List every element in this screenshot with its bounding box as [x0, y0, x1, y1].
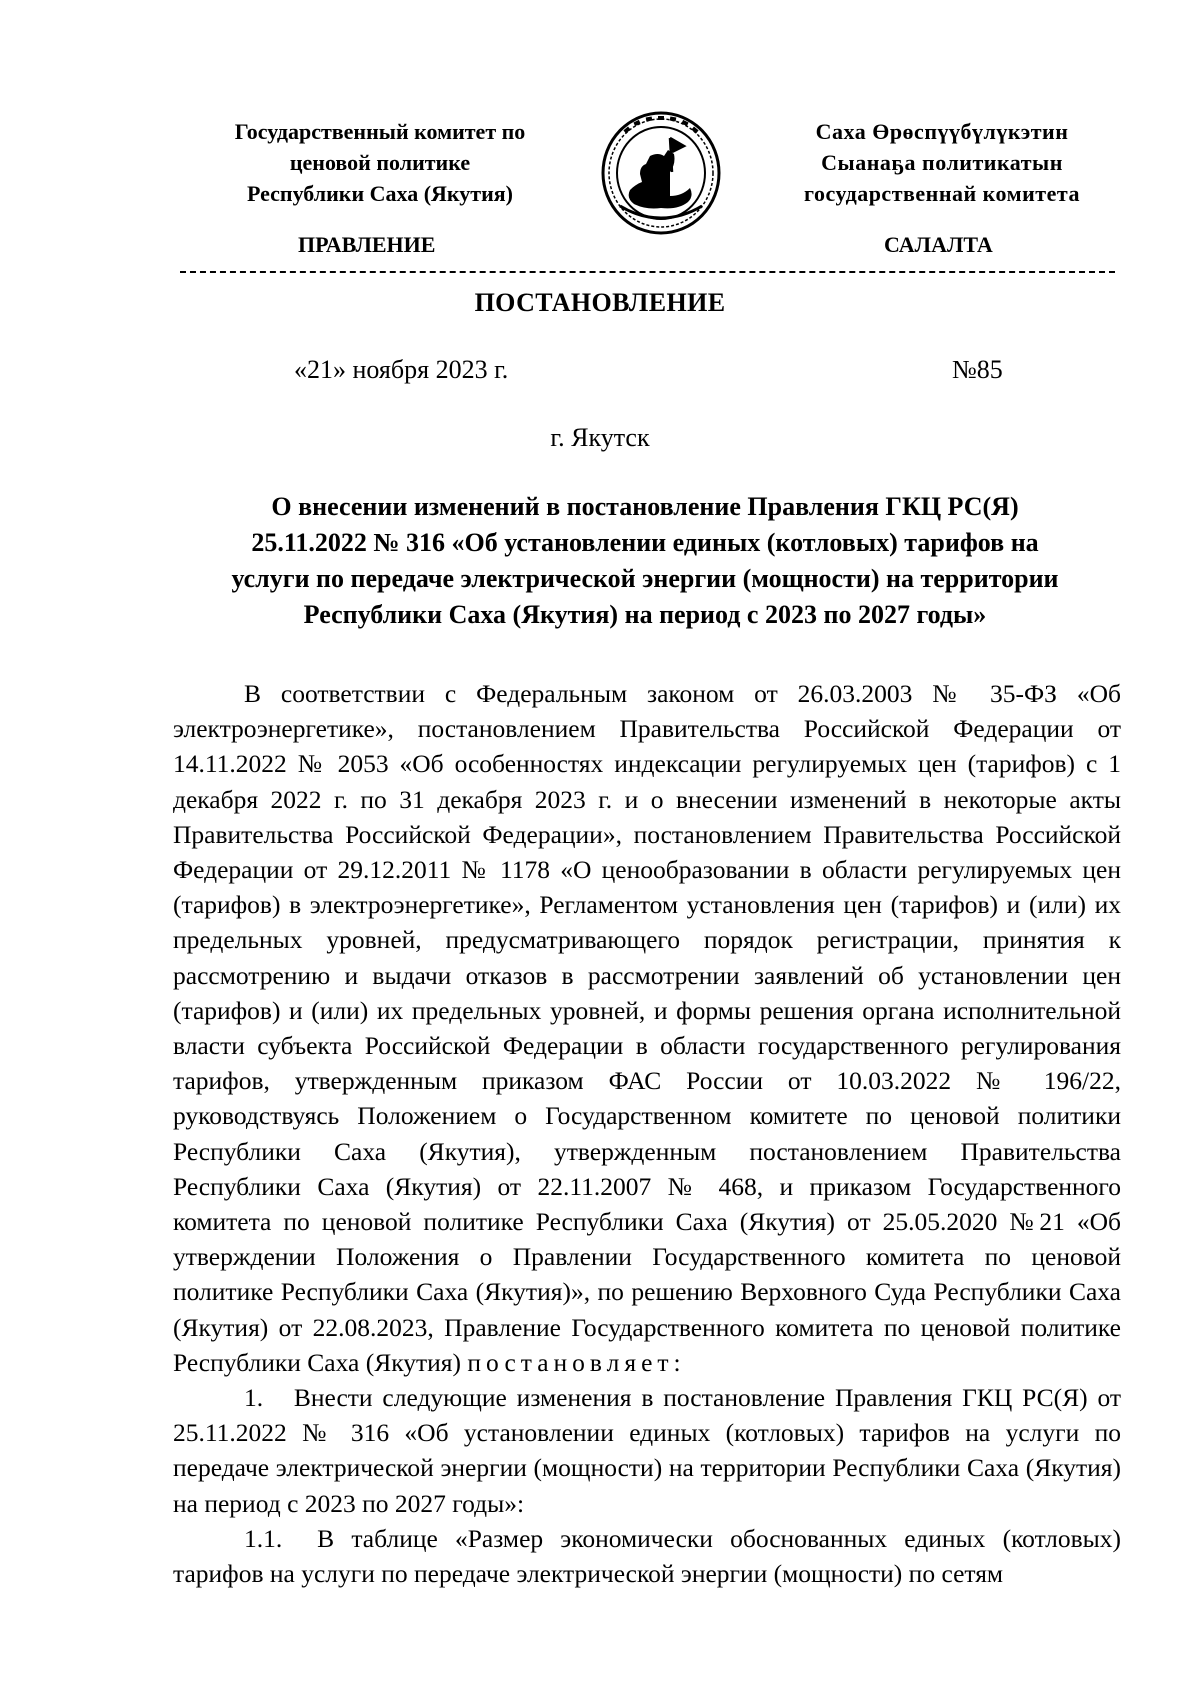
document-date: «21» ноября 2023 г.	[294, 355, 509, 384]
document-title: ПОСТАНОВЛЕНИЕ	[474, 288, 726, 317]
preamble-paragraph	[173, 676, 1121, 1380]
item-1-1-paragraph	[173, 1521, 1121, 1591]
preamble-text: В соответствии с Федеральным законом от 26.03.2003 № 35-ФЗ «Об электроэнергетике», постановлением Правительства Российской Федерации от 14.11.2022 № 2053 «Об особенностях индексации регулируемых цен (тарифов) с 1 декабря 2022 г. по 31 декабря 2023 г. и о внесении изменений в некоторые акты Правительства Российской Федерации», постановлением Правительства Российской Федерации от 29.12.2011 № 1178 «О ценообразовании в области регулируемых цен (тарифов) в электроэнергетике», Регламентом установления цен (тарифов) и (или) их предельных уровней, предусматривающего порядок регистрации, принятия к рассмотрению и выдачи отказов в рассмотрении заявлений об установлении цен (тарифов) и (или) их предельных уровней, и формы решения органа исполнительной власти субъекта Российской Федерации в области государственного регулирования тарифов, утвержденным приказом ФАС России от 10.03.2022 № 196/22, руководствуясь Положением о Государственном комитете по ценовой политики Республики Саха (Якутия), утвержденным постановлением Правительства Республики Саха (Якутия) от 22.11.2007 № 468, и приказом Государственного комитета по ценовой политике Республики Саха (Якутия) от 25.05.2020 №21 «Об утверждении Положения о Правлении Государственного комитета по ценовой политике Республики Саха (Якутия)», по решению Верховного Суда Республики Саха (Якутия) от 22.08.2023, Правление Государственного комитета по ценовой политике Республики Саха (Якутия)	[173, 679, 1121, 1377]
header-right-line: Сыанаҕа политикатын	[821, 150, 1063, 175]
board-label-ru: ПРАВЛЕНИЕ	[298, 232, 436, 257]
document-body	[173, 676, 1121, 1591]
document-city: г. Якутск	[550, 423, 650, 452]
document-subject	[150, 489, 1140, 633]
header-right-block	[752, 116, 1132, 209]
header-left-line: Республики Саха (Якутия)	[246, 181, 514, 206]
subject-line: услуги по передаче электрической энергии (мощности) на территории	[231, 564, 1059, 593]
header-left-line: ценовой политике	[289, 150, 471, 175]
header-right-line: государственнай комитета	[804, 181, 1080, 206]
item-number: 1.	[244, 1383, 264, 1413]
subject-line: Республики Саха (Якутия) на период с 2023 по 2027 годы»	[303, 600, 987, 629]
dashed-divider	[180, 271, 1115, 273]
subject-line: О внесении изменений в постановление Правления ГКЦ РС(Я)	[271, 492, 1019, 521]
board-label-sah: САЛАЛТА	[884, 232, 993, 257]
item-text: В таблице «Размер экономически обоснованных единых (котловых) тарифов на услуги по передаче электрической энергии (мощности) по сетям	[173, 1523, 1121, 1589]
header-left-line: Государственный комитет по	[234, 119, 526, 144]
item-text: Внести следующие изменения в постановление Правления ГКЦ РС(Я) от 25.11.2022 № 316 «Об установлении единых (котловых) тарифов на услуги по передаче электрической энергии (мощности) на территории Республики Саха (Якутия) на период с 2023 по 2027 годы»:	[173, 1383, 1121, 1518]
resolution-verb: постановляет:	[467, 1347, 686, 1377]
subject-line: 25.11.2022 № 316 «Об установлении единых (котловых) тарифов на	[251, 528, 1039, 557]
coat-of-arms-icon	[600, 110, 722, 236]
item-number: 1.1.	[244, 1523, 283, 1553]
document-number: №85	[952, 355, 1003, 384]
item-1-paragraph	[173, 1380, 1121, 1521]
header-right-line: Саха Өрөспүүбүлүкэтин	[815, 119, 1069, 144]
header-left-block	[180, 116, 580, 209]
